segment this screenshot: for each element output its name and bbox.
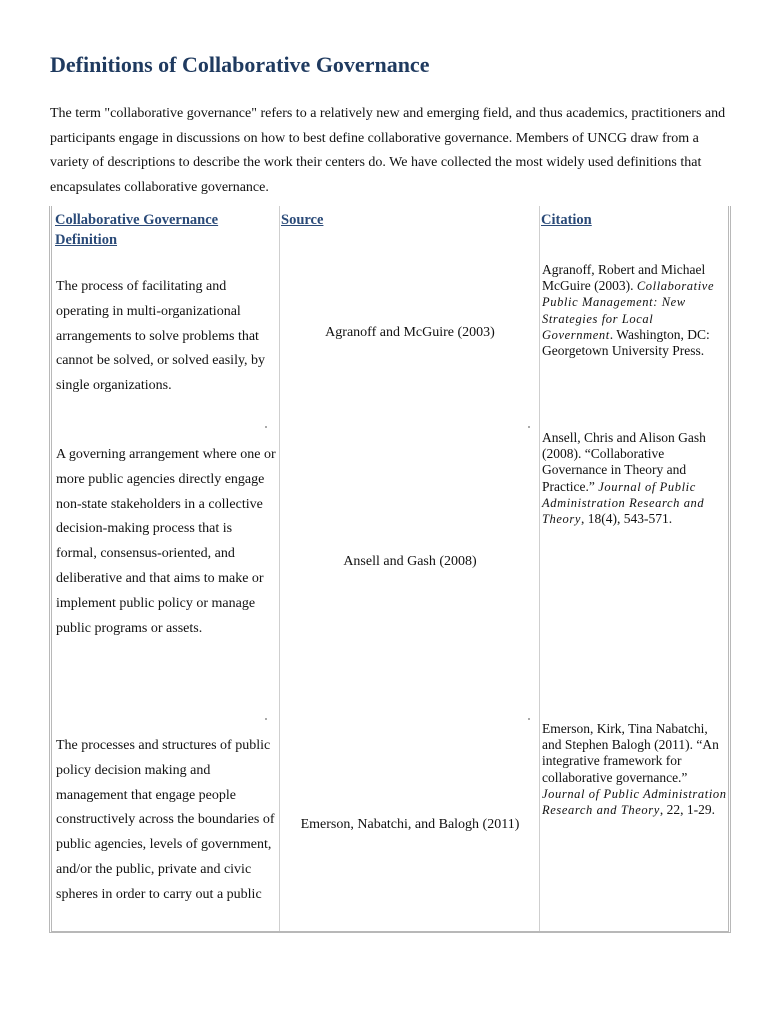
definition-cell: A governing arrangement where one or more public agencies directly engage non-state stakeholders in a collective decision-making process that is formal, consensus-oriented, and deliberative and that aims to make or implement public policy or manage public programs or assets.	[56, 447, 276, 636]
header-source: Source	[281, 212, 324, 228]
page-title: Definitions of Collaborative Governance	[50, 52, 430, 77]
intro-paragraph: The term "collaborative governance" refers to a relatively new and emerging field, and thus academics, practitioners and participants engage in discussions on how to best define collaborative governance. Members of UNCG draw from a variety of descriptions to describe the work their centers do. We have collected the most widely used definitions that encapsulates collaborative governance.	[50, 106, 726, 195]
citation-text: Ansell, Chris and Alison Gash (2008). “Collaborative Governance in Theory and Practice.”	[542, 430, 706, 494]
citation-text: , 18(4), 543-571.	[581, 511, 673, 527]
column-divider	[279, 206, 280, 931]
header-citation: Citation	[541, 212, 592, 228]
definitions-table	[49, 206, 731, 933]
source-cell: Ansell and Gash (2008)	[343, 554, 477, 569]
row-divider-mark	[528, 426, 530, 428]
header-definition: Collaborative Governance Definition	[55, 212, 219, 248]
definition-cell: The processes and structures of public policy decision making and management that engage people constructively across the boundaries of public agencies, levels of government, and/or the public, private and civic spheres in order to carry out a public	[56, 738, 275, 902]
citation-title: Journal of Public Administration Research and Theory	[542, 786, 727, 818]
citation-text: Emerson, Kirk, Tina Nabatchi, and Stephen Balogh (2011). “An integrative framework for collaborative governance.”	[542, 721, 719, 785]
source-cell: Agranoff and McGuire (2003)	[325, 325, 495, 340]
citation-title: Journal of Public Administration Research and Theory	[542, 479, 705, 527]
citation-text: . Washington, DC: Georgetown University Press.	[542, 326, 710, 359]
citation-title: Collaborative Public Management: New Strategies for Local Government	[542, 279, 715, 342]
citation-cell	[542, 721, 728, 818]
citation-cell	[542, 430, 728, 527]
row-divider-mark	[265, 426, 267, 428]
source-cell: Emerson, Nabatchi, and Balogh (2011)	[300, 817, 520, 832]
definition-cell: The process of facilitating and operating in multi-organizational arrangements to solve problems that cannot be solved, or solved easily, by single organizations.	[56, 279, 266, 394]
citation-text: Agranoff, Robert and Michael McGuire (2003).	[542, 262, 706, 294]
row-divider-mark	[528, 718, 530, 720]
citation-cell	[542, 262, 728, 359]
column-divider	[539, 206, 540, 931]
row-divider-mark	[265, 718, 267, 720]
citation-text: , 22, 1-29.	[659, 802, 715, 818]
